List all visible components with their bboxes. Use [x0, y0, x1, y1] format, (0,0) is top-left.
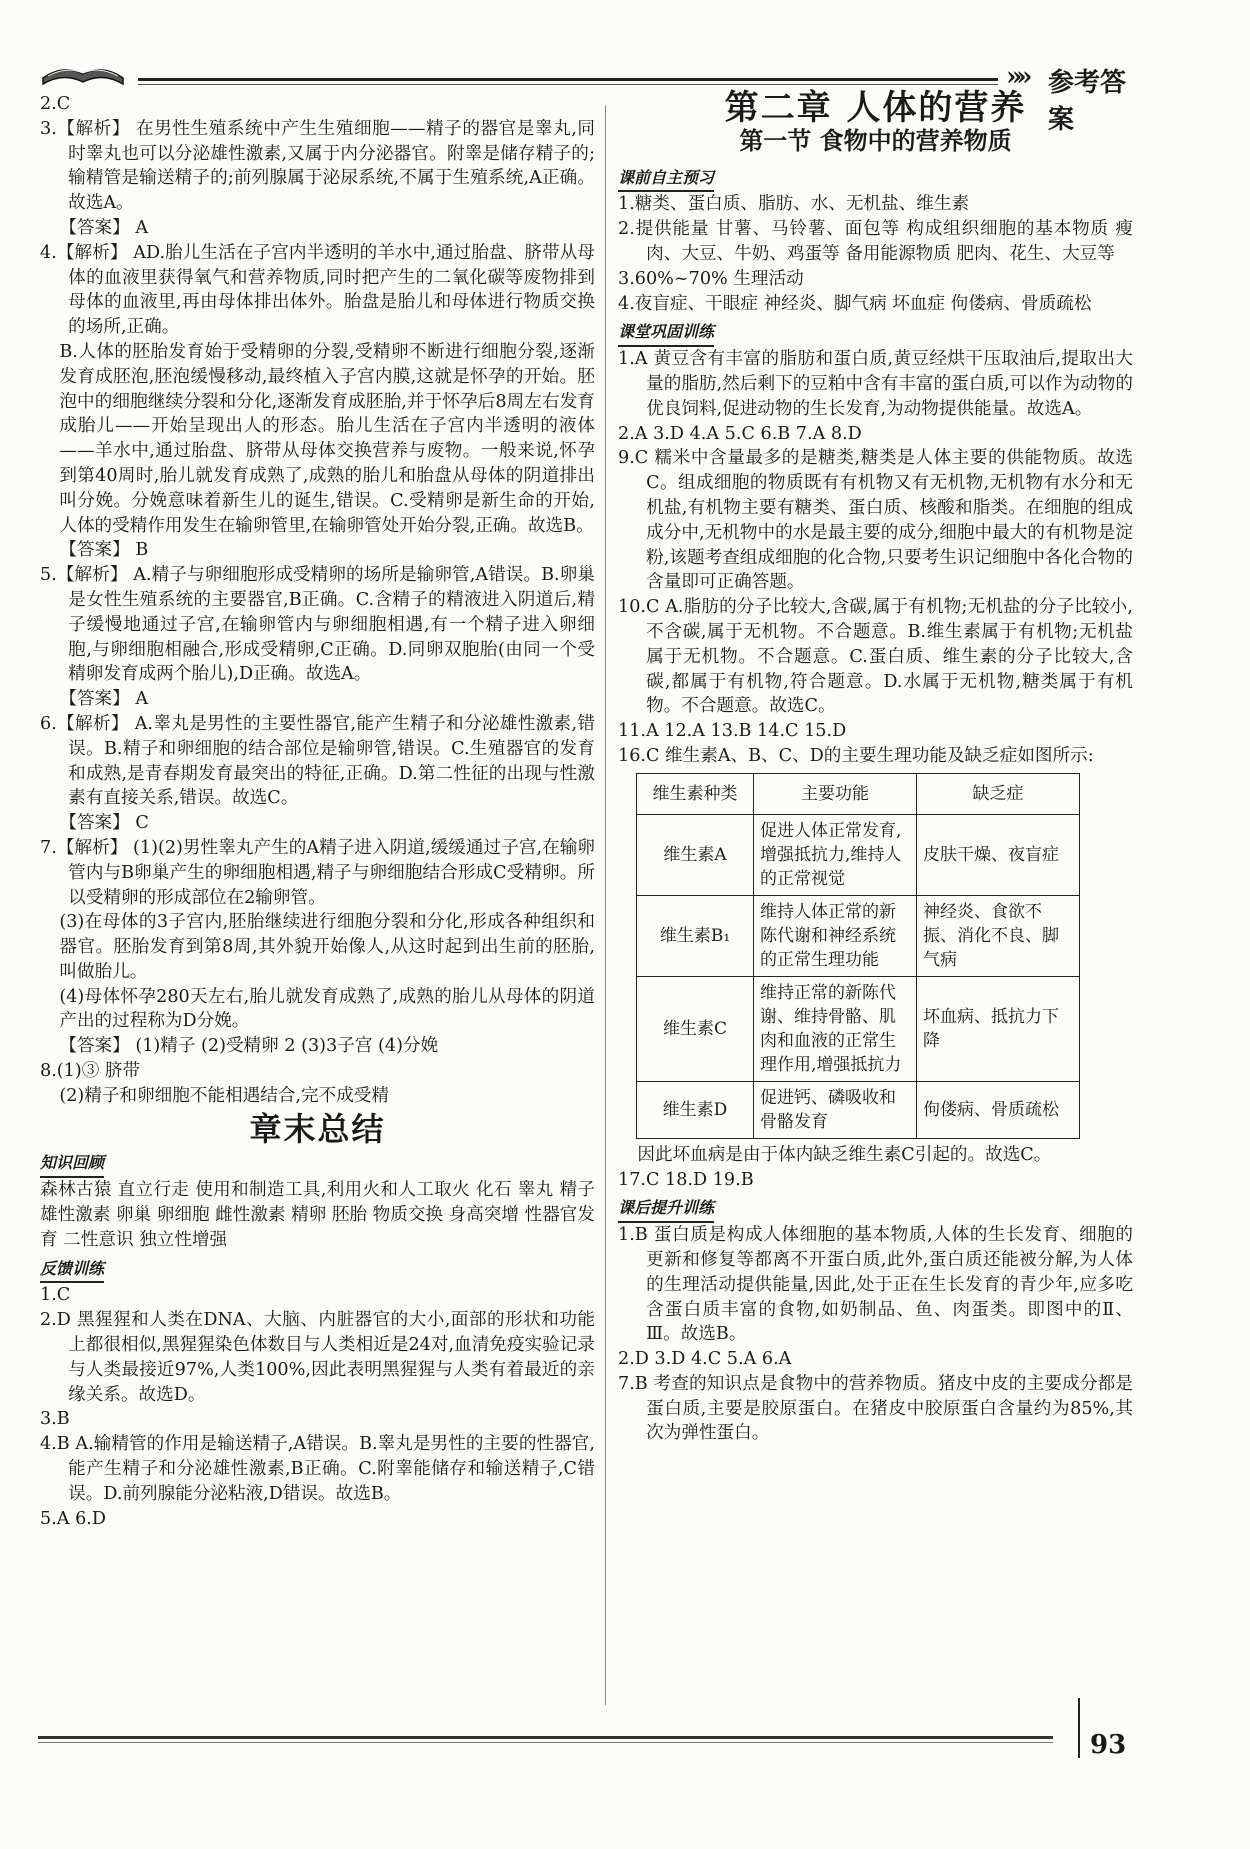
table-row	[637, 814, 1080, 895]
answer-line: 4.【解析】 AD.胎儿生活在子宫内半透明的羊水中,通过胎盘、脐带从母体的血液里获得氧气和营养物质,同时把产生的二氧化碳等废物排到母体的血液里,再由母体排出体外。胎盘是胎儿和母体进行物质交换的场所,正确。	[40, 242, 595, 338]
knowledge-text: 森林古猿 直立行走 使用和制造工具,利用火和人工取火 化石 睾丸 精子 雄性激素 卵巢 卵细胞 雌性激素 精卵 胚胎 物质交换 身高突增 性器官发育 二性意识 独立性增强	[40, 1180, 595, 1250]
book-icon	[38, 56, 128, 96]
answer-line: 10.C A.脂肪的分子比较大,含碳,属于有机物;无机盐的分子比较小,不含碳,属于无机物。不合题意。B.维生素属于有机物;无机盐属于无机物。不合题意。C.蛋白质、维生素的分子比较大,含碳,都属于有机物,符合题意。D.水属于无机物,糖类属于有机物。不合题意。故选C。	[618, 597, 1133, 717]
answer-line: 2.D 3.D 4.C 5.A 6.A	[618, 1349, 792, 1370]
answer-key: 【答案】 B	[59, 540, 149, 561]
footer-rule	[38, 1736, 1053, 1739]
table-header: 主要功能	[754, 773, 917, 814]
vitamin-table	[636, 773, 1080, 1139]
table-cell: 维生素A	[637, 814, 754, 895]
table-cell: 维持人体正常的新陈代谢和神经系统的正常生理功能	[754, 895, 917, 976]
answer-line: (3)在母体的3子宫内,胚胎继续进行细胞分裂和分化,形成各种组织和器官。胚胎发育到第8周,其外貌开始像人,从这时起到出生前的胚胎,叫做胎儿。	[59, 912, 595, 982]
answer-line: B.人体的胚胎发育始于受精卵的分裂,受精卵不断进行细胞分裂,逐渐发育成胚泡,胚泡缓慢移动,最终植入子宫内膜,这就是怀孕的开始。胚泡中的细胞继续分裂和分化,逐渐发育成胚胎,并于怀孕后8周左右发育成胎儿——开始呈现出人的形态。胎儿生活在子宫内半透明的液体——羊水中,通过胎盘、脐带从母体交换营养与废物。一般来说,怀孕到第40周时,胎儿就发育成熟了,成熟的胎儿和胎盘从母体的阴道排出叫分娩。分娩意味着新生儿的诞生,错误。C.受精卵是新生命的开始,人体的受精作用发生在输卵管里,在输卵管处开始分裂,正确。故选B。	[59, 341, 595, 536]
answer-key: 【答案】 (1)精子 (2)受精卵 2 (3)3子宫 (4)分娩	[59, 1036, 439, 1057]
answer-line: 因此坏血病是由于体内缺乏维生素C引起的。故选C。	[637, 1144, 1052, 1165]
page-footer	[38, 1728, 1130, 1768]
table-cell: 维生素B₁	[637, 895, 754, 976]
summary-title: 章末总结	[249, 1109, 386, 1148]
answer-line: 11.A 12.A 13.B 14.C 15.D	[618, 721, 847, 742]
answer-line: 2.A 3.D 4.A 5.C 6.B 7.A 8.D	[618, 423, 862, 444]
answer-line: 1.A 黄豆含有丰富的脂肪和蛋白质,黄豆经烘干压取油后,提取出大量的脂肪,然后剩下的豆粕中含有丰富的蛋白质,可以作为动物的优良饲料,促进动物的生长发育,为动物提供能量。故选A。	[618, 349, 1133, 419]
answer-line: 9.C 糯米中含量最多的是糖类,糖类是人体主要的供能物质。故选C。组成细胞的物质既有有机物又有无机物,无机物有水分和无机盐,有机物主要有糖类、蛋白质、核酸和脂类。在细胞的组成成分中,无机物中的水是最主要的成分,细胞中最大的有机物是淀粉,该题考查组成细胞的化合物,只要考生识记细胞中各化合物的含量即可正确答题。	[618, 448, 1133, 593]
answer-line: 1.糖类、蛋白质、脂肪、水、无机盐、维生素	[618, 194, 970, 215]
answer-line: 3.60%~70% 生理活动	[618, 268, 804, 289]
table-cell: 皮肤干燥、夜盲症	[917, 814, 1080, 895]
table-cell: 坏血病、抵抗力下降	[917, 976, 1080, 1081]
answer-line: 4.B A.输精管的作用是输送精子,A错误。B.睾丸是男性的主要的性器官,能产生精子和分泌雄性激素,B正确。C.附睾能储存和输送精子,C错误。D.前列腺能分泌粘液,D错误。故选B。	[40, 1434, 595, 1504]
answer-line: 8.(1)③ 脐带	[40, 1061, 141, 1082]
answer-line: 2.提供能量 甘薯、马铃薯、面包等 构成组织细胞的基本物质 瘦肉、大豆、牛奶、鸡蛋等 备用能源物质 肥肉、花生、大豆等	[618, 219, 1133, 264]
answer-line: 2.D 黑猩猩和人类在DNA、大脑、内脏器官的大小,面部的形状和功能上都很相似,黑猩猩染色体数目与人类相近是24对,血清免疫实验记录与人类最接近97%,人类100%,因此表明黑猩猩与人类有着最近的亲缘关系。故选D。	[40, 1310, 595, 1405]
page-number: 93	[1090, 1730, 1127, 1760]
header-rule-thin	[138, 84, 998, 85]
answer-line: 2.C	[40, 94, 71, 114]
table-cell: 维生素D	[637, 1081, 754, 1138]
class-training-label: 课堂巩固训练	[618, 320, 714, 347]
feedback-training-label: 反馈训练	[40, 1257, 104, 1284]
table-cell: 维生素C	[637, 976, 754, 1081]
answer-key: 【答案】 A	[59, 217, 149, 238]
answer-line: 3.B	[40, 1409, 70, 1430]
table-cell: 维持正常的新陈代谢、维持骨骼、肌肉和血液的正常生理作用,增强抵抗力	[754, 976, 917, 1081]
answer-line: 5.A 6.D	[40, 1508, 106, 1529]
answer-line: (4)母体怀孕280天左右,胎儿就发育成熟了,成熟的胎儿从母体的阴道产出的过程称为D分娩。	[59, 986, 595, 1032]
table-cell: 神经炎、食欲不振、消化不良、脚气病	[917, 895, 1080, 976]
answer-line: 16.C 维生素A、B、C、D的主要生理功能及缺乏症如图所示:	[618, 745, 1094, 766]
preview-label: 课前自主预习	[618, 166, 714, 193]
section-title: 第一节 食物中的营养物质	[739, 126, 1012, 155]
chapter-title: 第二章 人体的营养	[724, 88, 1027, 128]
table-header-row	[637, 773, 1080, 814]
table-row	[637, 895, 1080, 976]
answer-line: 3.【解析】 在男性生殖系统中产生生殖细胞——精子的器官是睾丸,同时睾丸也可以分泌雄性激素,又属于内分泌器官。附睾是储存精子的;输精管是输送精子的;前列腺属于泌尿系统,不属于生殖系统,A正确。故选A。	[40, 118, 595, 214]
after-class-label: 课后提升训练	[618, 1196, 714, 1223]
answer-line: 7.B 考查的知识点是食物中的营养物质。猪皮中皮的主要成分都是蛋白质,主要是胶原蛋白。在猪皮中胶原蛋白含量约为85%,其次为弹性蛋白。	[618, 1373, 1133, 1444]
header-rule	[138, 78, 998, 81]
table-header: 维生素种类	[637, 773, 754, 814]
answer-key: 【答案】 C	[59, 813, 149, 834]
answer-line: 17.C 18.D 19.B	[618, 1169, 754, 1190]
table-row	[637, 1081, 1080, 1138]
answer-key: 【答案】 A	[59, 689, 149, 710]
table-cell: 佝偻病、骨质疏松	[917, 1081, 1080, 1138]
answer-line: 1.B 蛋白质是构成人体细胞的基本物质,人体的生长发育、细胞的更新和修复等都离不开蛋白质,此外,蛋白质还能被分解,为人体的生理活动提供能量,因此,处于正在生长发育的青少年,应多吃含蛋白质丰富的食物,如奶制品、鱼、肉蛋类。即图中的Ⅱ、Ⅲ。故选B。	[618, 1225, 1133, 1345]
answer-line: 5.【解析】 A.精子与卵细胞形成受精卵的场所是输卵管,A错误。B.卵巢是女性生殖系统的主要器官,B正确。C.含精子的精液进入阴道后,精子缓慢地通过子宫,在输卵管内与卵细胞相遇,有一个精子进入卵细胞,与卵细胞相融合,形成受精卵,C正确。D.同卵双胞胎(由同一个受精卵发育成两个胎儿),D正确。故选A。	[40, 565, 595, 685]
right-column	[618, 88, 1133, 1446]
table-cell: 促进人体正常发育,增强抵抗力,维持人的正常视觉	[754, 814, 917, 895]
table-cell: 促进钙、磷吸收和骨骼发育	[754, 1081, 917, 1138]
header-title: 参考答案	[1048, 68, 1127, 135]
table-header: 缺乏症	[917, 773, 1080, 814]
footer-rule-thin	[38, 1742, 1053, 1743]
answer-line: 7.【解析】 (1)(2)男性睾丸产生的A精子进入阴道,缓缓通过子宫,在输卵管内与B卵巢产生的卵细胞相遇,精子与卵细胞结合形成C受精卵。所以受精卵的形成部位在2输卵管。	[40, 837, 595, 908]
answer-line: 4.夜盲症、干眼症 神经炎、脚气病 坏血症 佝偻病、骨质疏松	[618, 293, 1092, 314]
answer-line: 1.C	[40, 1285, 71, 1306]
answer-line: 6.【解析】 A.睾丸是男性的主要性器官,能产生精子和分泌雄性激素,错误。B.精子和卵细胞的结合部位是输卵管,错误。C.生殖器官的发育和成熟,是青春期发育最突出的特征,正确。D.第二性征的出现与性激素有直接关系,错误。故选C。	[40, 713, 595, 809]
column-divider	[605, 105, 606, 1705]
answer-line: (2)精子和卵细胞不能相遇结合,完不成受精	[59, 1085, 389, 1106]
chevron-icon: »»	[1006, 62, 1027, 92]
left-column	[40, 92, 595, 1531]
knowledge-review-label: 知识回顾	[40, 1151, 104, 1178]
footer-bar	[1078, 1698, 1080, 1758]
table-row	[637, 976, 1080, 1081]
